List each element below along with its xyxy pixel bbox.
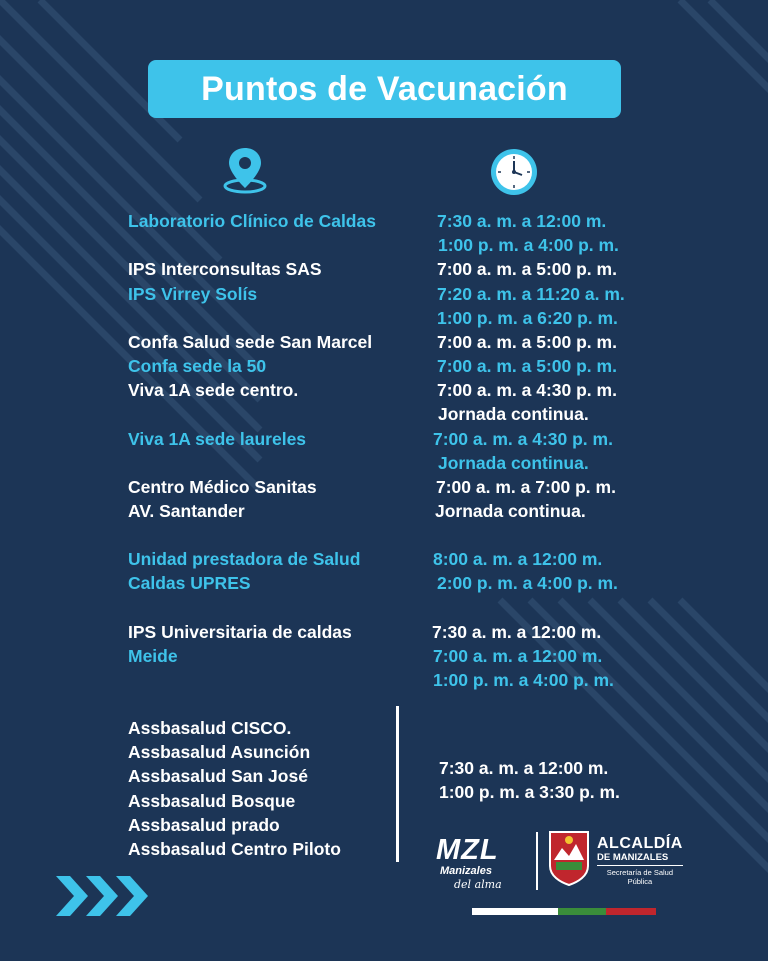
vertical-divider (396, 706, 399, 862)
location-schedule: Jornada continua. (438, 404, 589, 424)
alcaldia-logo (597, 836, 683, 886)
location-schedule: 7:00 a. m. a 5:00 p. m. (437, 332, 617, 352)
location-schedule: 7:00 a. m. a 4:30 p. m. (433, 429, 613, 449)
location-name: Confa sede la 50 (128, 356, 267, 376)
location-name: Viva 1A sede laureles (128, 429, 307, 449)
flag-green (558, 908, 606, 915)
assbasalud-name: Assbasalud Asunción (128, 742, 311, 762)
location-name: Meide (128, 646, 178, 666)
location-schedule: Jornada continua. (438, 453, 589, 473)
location-name: Laboratorio Clínico de Caldas (128, 211, 376, 231)
location-pin-icon (222, 146, 268, 194)
mzl-logo-tagline: del alma (454, 878, 502, 891)
location-name: IPS Virrey Solís (128, 284, 258, 304)
location-schedule: 8:00 a. m. a 12:00 m. (433, 549, 603, 569)
location-schedule: 7:00 a. m. a 5:00 p. m. (437, 259, 617, 279)
assbasalud-name: Assbasalud prado (128, 815, 280, 835)
location-name: Centro Médico Sanitas (128, 477, 317, 497)
title-banner (148, 60, 621, 118)
location-name: IPS Universitaria de caldas (128, 622, 352, 642)
assbasalud-name: Assbasalud Bosque (128, 791, 296, 811)
location-schedule: Jornada continua. (435, 501, 586, 521)
clock-icon (490, 148, 538, 196)
mzl-logo-text: MZL (436, 834, 499, 866)
manizales-shield-icon (548, 830, 590, 886)
assbasalud-name: Assbasalud San José (128, 766, 308, 786)
location-schedule: 1:00 p. m. a 6:20 p. m. (437, 308, 618, 328)
location-schedule: 7:00 a. m. a 7:00 p. m. (436, 477, 616, 497)
mzl-logo (436, 834, 526, 890)
assbasalud-name: Assbasalud Centro Piloto (128, 839, 341, 859)
secretaria-line-2: Pública (627, 877, 653, 886)
flag-white (472, 908, 558, 915)
location-schedule: 7:30 a. m. a 12:00 m. (437, 211, 607, 231)
location-name: AV. Santander (128, 501, 245, 521)
mzl-logo-subtitle: Manizales (440, 865, 492, 877)
location-name: IPS Interconsultas SAS (128, 259, 322, 279)
secretaria-line-1: Secretaría de Salud (606, 868, 674, 877)
assbasalud-schedule: 1:00 p. m. a 3:30 p. m. (439, 782, 620, 802)
logo-divider (536, 832, 538, 890)
flag-stripe (472, 908, 656, 915)
location-schedule: 2:00 p. m. a 4:00 p. m. (437, 573, 618, 593)
location-name: Confa Salud sede San Marcel (128, 332, 373, 352)
chevron-arrows-icon (56, 876, 156, 916)
location-schedule: 7:30 a. m. a 12:00 m. (432, 622, 602, 642)
assbasalud-schedule: 7:30 a. m. a 12:00 m. (439, 758, 609, 778)
location-schedule: 7:20 a. m. a 11:20 a. m. (437, 284, 625, 304)
alcaldia-subtitle: DE MANIZALES (597, 852, 683, 866)
location-name: Unidad prestadora de Salud (128, 549, 361, 569)
location-schedule: 7:00 a. m. a 5:00 p. m. (437, 356, 617, 376)
location-name: Caldas UPRES (128, 573, 251, 593)
location-schedule: 7:00 a. m. a 4:30 p. m. (437, 380, 617, 400)
page-title: Puntos de Vacunación (201, 69, 568, 108)
location-schedule: 1:00 p. m. a 4:00 p. m. (438, 235, 619, 255)
location-name: Viva 1A sede centro. (128, 380, 299, 400)
location-schedule: 1:00 p. m. a 4:00 p. m. (433, 670, 614, 690)
alcaldia-title: ALCALDÍA (597, 835, 683, 852)
assbasalud-name: Assbasalud CISCO. (128, 718, 292, 738)
flag-red (606, 908, 656, 915)
location-schedule: 7:00 a. m. a 12:00 m. (433, 646, 603, 666)
